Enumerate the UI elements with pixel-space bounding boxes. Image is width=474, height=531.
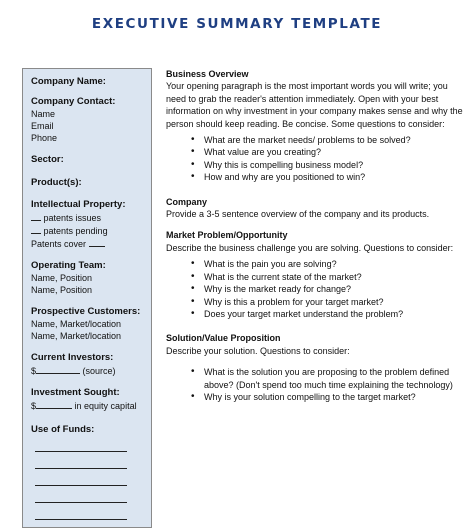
list-item: • What is the solution you are proposing to the problem defined above? (Don't spend too much time explaining the technology): [204, 366, 466, 391]
solution-heading: Solution/Value Proposition: [166, 333, 281, 344]
solution-questions: [166, 366, 466, 403]
contact-name-line: Name: [31, 109, 56, 119]
investment-amount-line: $ in equity capital: [31, 401, 137, 411]
blank-line: [36, 364, 80, 374]
summary-main-content: [166, 68, 466, 528]
company-contact-heading: Company Contact:: [31, 96, 116, 107]
patents-pending-line: patents pending: [31, 224, 145, 237]
patents-cover-line: Patents cover: [31, 237, 145, 250]
list-item: • Why is the market ready for change?: [204, 283, 466, 295]
blank-line: [31, 211, 41, 221]
fund-blank-line: [35, 491, 127, 503]
intellectual-property-heading: Intellectual Property:: [31, 199, 126, 210]
patents-issues-line: patents issues: [31, 211, 145, 224]
team-member-line: Name, Position: [31, 285, 93, 295]
contact-phone-line: Phone: [31, 133, 58, 143]
current-investors-heading: Current Investors:: [31, 352, 114, 363]
business-overview-questions: [166, 134, 466, 184]
team-member-line: Name, Position: [31, 273, 93, 283]
solution-text: Describe your solution. Questions to consider:: [166, 345, 350, 356]
market-problem-heading: Market Problem/Opportunity: [166, 230, 288, 241]
fund-blank-line: [35, 440, 127, 452]
list-item: • What is the current state of the market?: [204, 271, 466, 283]
business-overview-text: Your opening paragraph is the most important words you will write; you need to grab the reader's attention immediately. Open with your best information on why investment in your company makes sense and why the person should keep reading. Be concise. Some questions to consider:: [166, 81, 463, 129]
sector-label: Sector:: [31, 154, 64, 165]
market-problem-text: Describe the business challenge you are solving. Questions to consider:: [166, 242, 454, 253]
list-item: • What is the pain you are solving?: [204, 258, 466, 270]
blank-line: [36, 399, 72, 409]
blank-line: [89, 237, 105, 247]
business-overview-heading: Business Overview: [166, 69, 249, 79]
market-problem-questions: [166, 258, 466, 320]
customer-line: Name, Market/location: [31, 319, 122, 329]
blank-line: [31, 224, 41, 234]
list-item: • What value are you creating?: [204, 146, 466, 158]
prospective-customers-heading: Prospective Customers:: [31, 306, 141, 317]
list-item: • Does your target market understand the problem?: [204, 308, 466, 320]
products-label: Product(s):: [31, 177, 82, 188]
list-item: • Why is your solution compelling to the target market?: [204, 391, 466, 403]
fund-blank-line: [35, 457, 127, 469]
fund-blank-line: [35, 508, 127, 520]
investors-amount-line: $ (source): [31, 366, 116, 376]
list-item: • Why is this a problem for your target market?: [204, 296, 466, 308]
list-item: • Why this is compelling business model?: [204, 159, 466, 171]
list-item: • How and why are you positioned to win?: [204, 171, 466, 183]
company-name-label: Company Name:: [31, 76, 106, 87]
contact-email-line: Email: [31, 121, 54, 131]
page-title: EXECUTIVE SUMMARY TEMPLATE: [91, 16, 383, 32]
company-info-sidebar: [22, 68, 152, 528]
operating-team-heading: Operating Team:: [31, 260, 106, 271]
list-item: • What are the market needs/ problems to be solved?: [204, 134, 466, 146]
fund-blank-line: [35, 474, 127, 486]
customer-line: Name, Market/location: [31, 331, 122, 341]
investment-sought-heading: Investment Sought:: [31, 387, 120, 398]
use-of-funds-heading: Use of Funds:: [31, 424, 95, 435]
company-heading: Company: [166, 196, 208, 207]
company-text: Provide a 3-5 sentence overview of the company and its products.: [166, 209, 430, 220]
